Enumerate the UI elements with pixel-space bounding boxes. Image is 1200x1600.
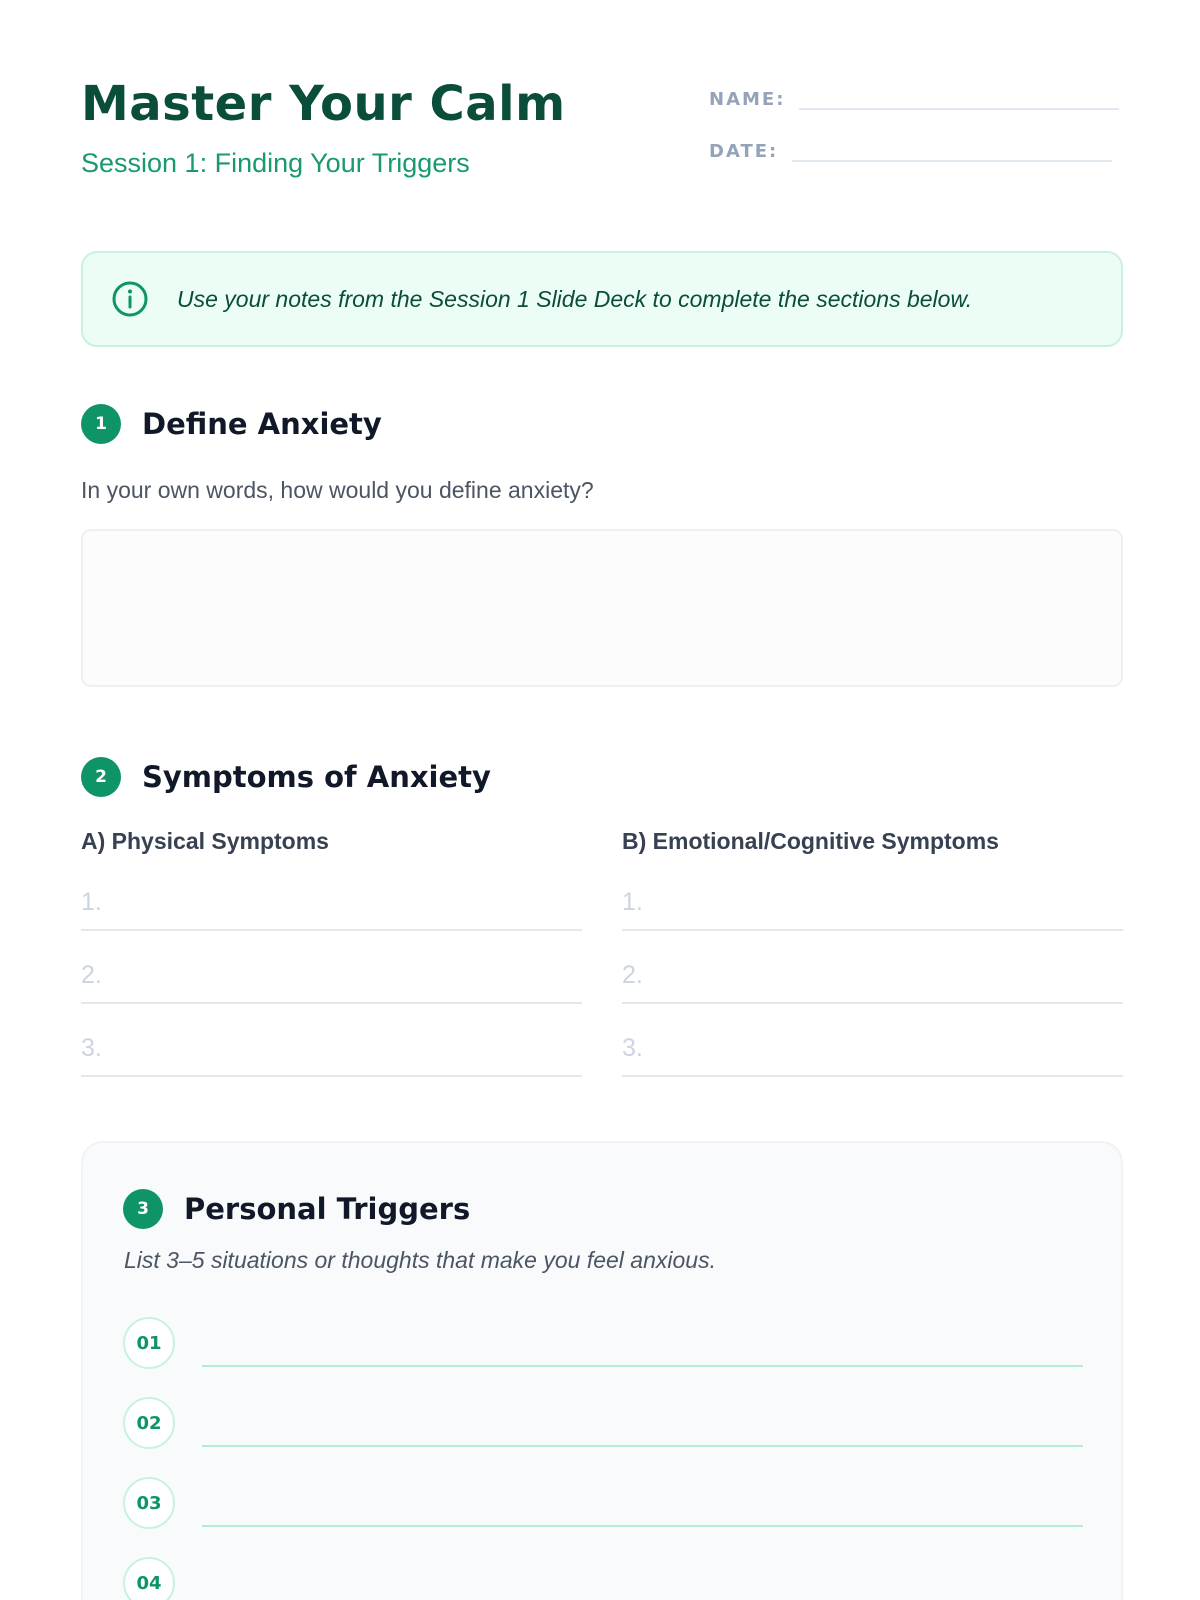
line-number: 3. bbox=[81, 1034, 102, 1062]
section-number-badge: 3 bbox=[123, 1189, 163, 1229]
line-number: 2. bbox=[81, 961, 102, 989]
emotional-symptom-line[interactable] bbox=[622, 858, 1123, 931]
line-number: 1. bbox=[81, 888, 102, 916]
header bbox=[81, 70, 1119, 200]
trigger-number-badge: 02 bbox=[123, 1397, 175, 1449]
triggers-instructions: List 3–5 situations or thoughts that make you feel anxious. bbox=[124, 1247, 716, 1273]
emotional-symptom-line[interactable] bbox=[622, 1004, 1123, 1077]
physical-symptom-line[interactable] bbox=[81, 931, 582, 1004]
banner-text: Use your notes from the Session 1 Slide Deck to complete the sections below. bbox=[177, 285, 973, 312]
page-title: Master Your Calm bbox=[81, 76, 566, 132]
trigger-number-badge: 01 bbox=[123, 1317, 175, 1369]
section-1-title: Define Anxiety bbox=[142, 407, 382, 441]
section-3-heading bbox=[123, 1189, 470, 1229]
page-subtitle: Session 1: Finding Your Triggers bbox=[81, 148, 470, 178]
section-2-title: Symptoms of Anxiety bbox=[142, 760, 491, 794]
line-number: 3. bbox=[622, 1034, 643, 1062]
info-banner bbox=[81, 251, 1123, 347]
date-field[interactable] bbox=[792, 140, 1112, 162]
info-icon bbox=[111, 280, 149, 318]
name-field-row bbox=[709, 88, 1119, 110]
name-label: NAME: bbox=[709, 89, 786, 110]
physical-symptoms-title: A) Physical Symptoms bbox=[81, 828, 329, 854]
define-anxiety-answer-box[interactable] bbox=[81, 529, 1123, 687]
trigger-input-line[interactable] bbox=[202, 1365, 1083, 1367]
section-number-badge: 1 bbox=[81, 404, 121, 444]
section-1-heading bbox=[81, 404, 382, 444]
emotional-symptom-line[interactable] bbox=[622, 931, 1123, 1004]
trigger-row bbox=[123, 1317, 1083, 1371]
trigger-number-badge: 04 bbox=[123, 1557, 175, 1600]
line-number: 1. bbox=[622, 888, 643, 916]
personal-triggers-card bbox=[81, 1141, 1123, 1600]
emotional-symptoms-column bbox=[622, 828, 1123, 1077]
define-anxiety-question: In your own words, how would you define anxiety? bbox=[81, 477, 594, 503]
trigger-row bbox=[123, 1477, 1083, 1531]
trigger-input-line[interactable] bbox=[202, 1445, 1083, 1447]
section-number-badge: 2 bbox=[81, 757, 121, 797]
physical-symptom-line[interactable] bbox=[81, 1004, 582, 1077]
line-number: 2. bbox=[622, 961, 643, 989]
trigger-number-badge: 03 bbox=[123, 1477, 175, 1529]
trigger-input-line[interactable] bbox=[202, 1525, 1083, 1527]
physical-symptom-line[interactable] bbox=[81, 858, 582, 931]
date-field-row bbox=[709, 140, 1112, 162]
trigger-row bbox=[123, 1397, 1083, 1451]
name-field[interactable] bbox=[799, 88, 1119, 110]
date-label: DATE: bbox=[709, 141, 779, 162]
emotional-symptoms-title: B) Emotional/Cognitive Symptoms bbox=[622, 828, 999, 854]
physical-symptoms-column bbox=[81, 828, 582, 1077]
section-3-title: Personal Triggers bbox=[184, 1192, 471, 1226]
trigger-row bbox=[123, 1557, 1083, 1600]
section-2-heading bbox=[81, 757, 491, 797]
